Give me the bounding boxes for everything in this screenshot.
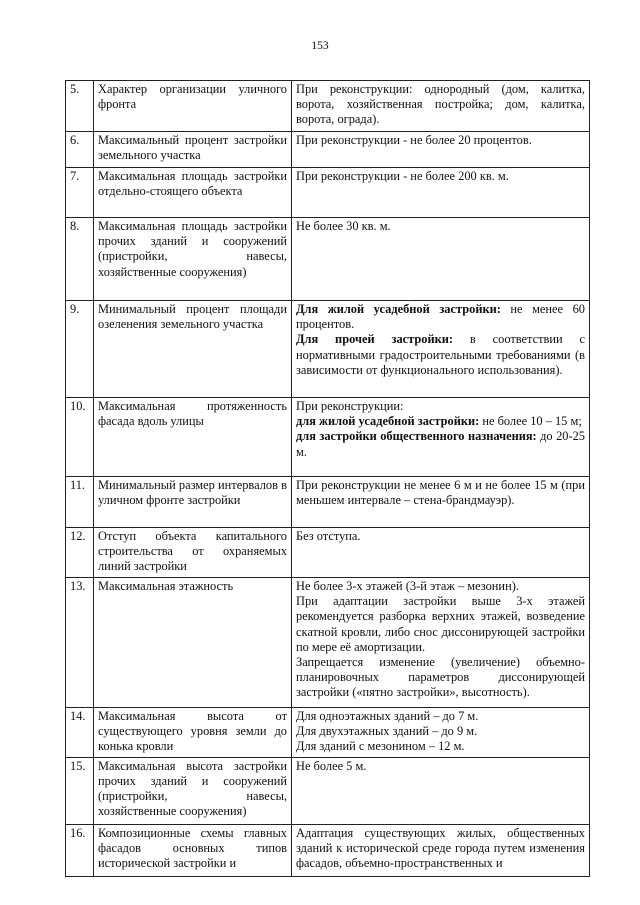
- value-cell: Без отступа.: [292, 528, 590, 578]
- value-text: до 20-25 м.: [296, 429, 585, 459]
- table-row: [66, 824, 590, 876]
- row-number: 8.: [66, 218, 94, 301]
- table-row: [66, 757, 590, 824]
- value-cell: При реконструкции не менее 6 м и не более 15 м (при меньшем интервале – стена-брандмауэр).: [292, 477, 590, 528]
- table-row: [66, 477, 590, 528]
- row-number: 14.: [66, 708, 94, 758]
- value-cell: При реконструкции: однородный (дом, калитка, ворота, хозяйственная постройка; дом, калитка, ворота, ограда).: [292, 81, 590, 132]
- value-heading: для застройки общественного назначения:: [296, 429, 537, 444]
- value-text: не более 10 – 15 м;: [479, 414, 582, 429]
- table-row: [66, 578, 590, 708]
- value-text: Не более 3-х этажей (3-й этаж – мезонин).: [296, 579, 519, 593]
- value-text: не менее 60 процентов.: [296, 302, 585, 332]
- parameter-cell: Отступ объекта капитального строительства от охраняемых линий застройки: [94, 528, 292, 578]
- value-cell: [292, 301, 590, 398]
- parameter-cell: Композиционные схемы главных фасадов основных типов исторической застройки и: [94, 824, 292, 876]
- row-number: 10.: [66, 398, 94, 477]
- value-text: Для одноэтажных зданий – до 7 м.: [296, 709, 479, 723]
- row-number: 15.: [66, 757, 94, 824]
- value-cell: Не более 5 м.: [292, 757, 590, 824]
- value-text: Для зданий с мезонином – 12 м.: [296, 739, 465, 754]
- row-number: 7.: [66, 168, 94, 218]
- value-cell: Не более 30 кв. м.: [292, 218, 590, 301]
- value-heading: для жилой усадебной застройки:: [296, 414, 480, 429]
- value-text: Для двухэтажных зданий – до 9 м.: [296, 724, 478, 739]
- value-cell: [292, 398, 590, 477]
- parameter-cell: Максимальная высота от существующего уровня земли до конька кровли: [94, 708, 292, 758]
- row-number: 5.: [66, 81, 94, 132]
- value-cell: [292, 578, 590, 708]
- table-row: [66, 168, 590, 218]
- table-row: [66, 218, 590, 301]
- parameter-cell: Максимальная площадь застройки отдельно-стоящего объекта: [94, 168, 292, 218]
- regulations-table: [65, 80, 590, 877]
- parameter-cell: Максимальная площадь застройки прочих зданий и сооружений (пристройки, навесы, хозяйственные сооружения): [94, 218, 292, 301]
- value-cell: [292, 708, 590, 758]
- row-number: 9.: [66, 301, 94, 398]
- parameter-cell: Максимальная высота застройки прочих зданий и сооружений (пристройки, навесы, хозяйственные сооружения): [94, 757, 292, 824]
- table-row: [66, 81, 590, 132]
- value-text: Запрещается изменение (увеличение) объемно-планировочных параметров диссонирующей застройки («пятно застройки», высотность).: [296, 655, 585, 700]
- value-text: При адаптации застройки выше 3-х этажей рекомендуется разборка верхних этажей, возведение скатной кровли, либо снос диссонирующей застройки по мере её амортизации.: [296, 594, 585, 654]
- table-row: [66, 301, 590, 398]
- value-cell: При реконструкции - не более 20 процентов.: [292, 132, 590, 168]
- page-number: 153: [311, 40, 329, 52]
- parameter-cell: Минимальный процент площади озеленения земельного участка: [94, 301, 292, 398]
- value-cell: Адаптация существующих жилых, общественных зданий к исторической среде города путем изменения фасадов, объемно-пространственных и: [292, 824, 590, 876]
- parameter-cell: Максимальный процент застройки земельного участка: [94, 132, 292, 168]
- parameter-cell: Характер организации уличного фронта: [94, 81, 292, 132]
- row-number: 11.: [66, 477, 94, 528]
- row-number: 6.: [66, 132, 94, 168]
- parameter-cell: Максимальная протяженность фасада вдоль улицы: [94, 398, 292, 477]
- value-text: в соответствии с нормативными градостроительными требованиями (в зависимости от функционального использования).: [296, 332, 586, 377]
- parameter-cell: Минимальный размер интервалов в уличном фронте застройки: [94, 477, 292, 528]
- value-cell: При реконструкции - не более 200 кв. м.: [292, 168, 590, 218]
- value-heading: Для жилой усадебной застройки:: [296, 302, 501, 316]
- row-number: 16.: [66, 824, 94, 876]
- table-row: [66, 132, 590, 168]
- table-row: [66, 708, 590, 758]
- value-text: При реконструкции:: [296, 399, 404, 413]
- value-heading: Для прочей застройки:: [296, 332, 454, 347]
- parameter-cell: Максимальная этажность: [94, 578, 292, 708]
- table-row: [66, 398, 590, 477]
- row-number: 13.: [66, 578, 94, 708]
- row-number: 12.: [66, 528, 94, 578]
- table-row: [66, 528, 590, 578]
